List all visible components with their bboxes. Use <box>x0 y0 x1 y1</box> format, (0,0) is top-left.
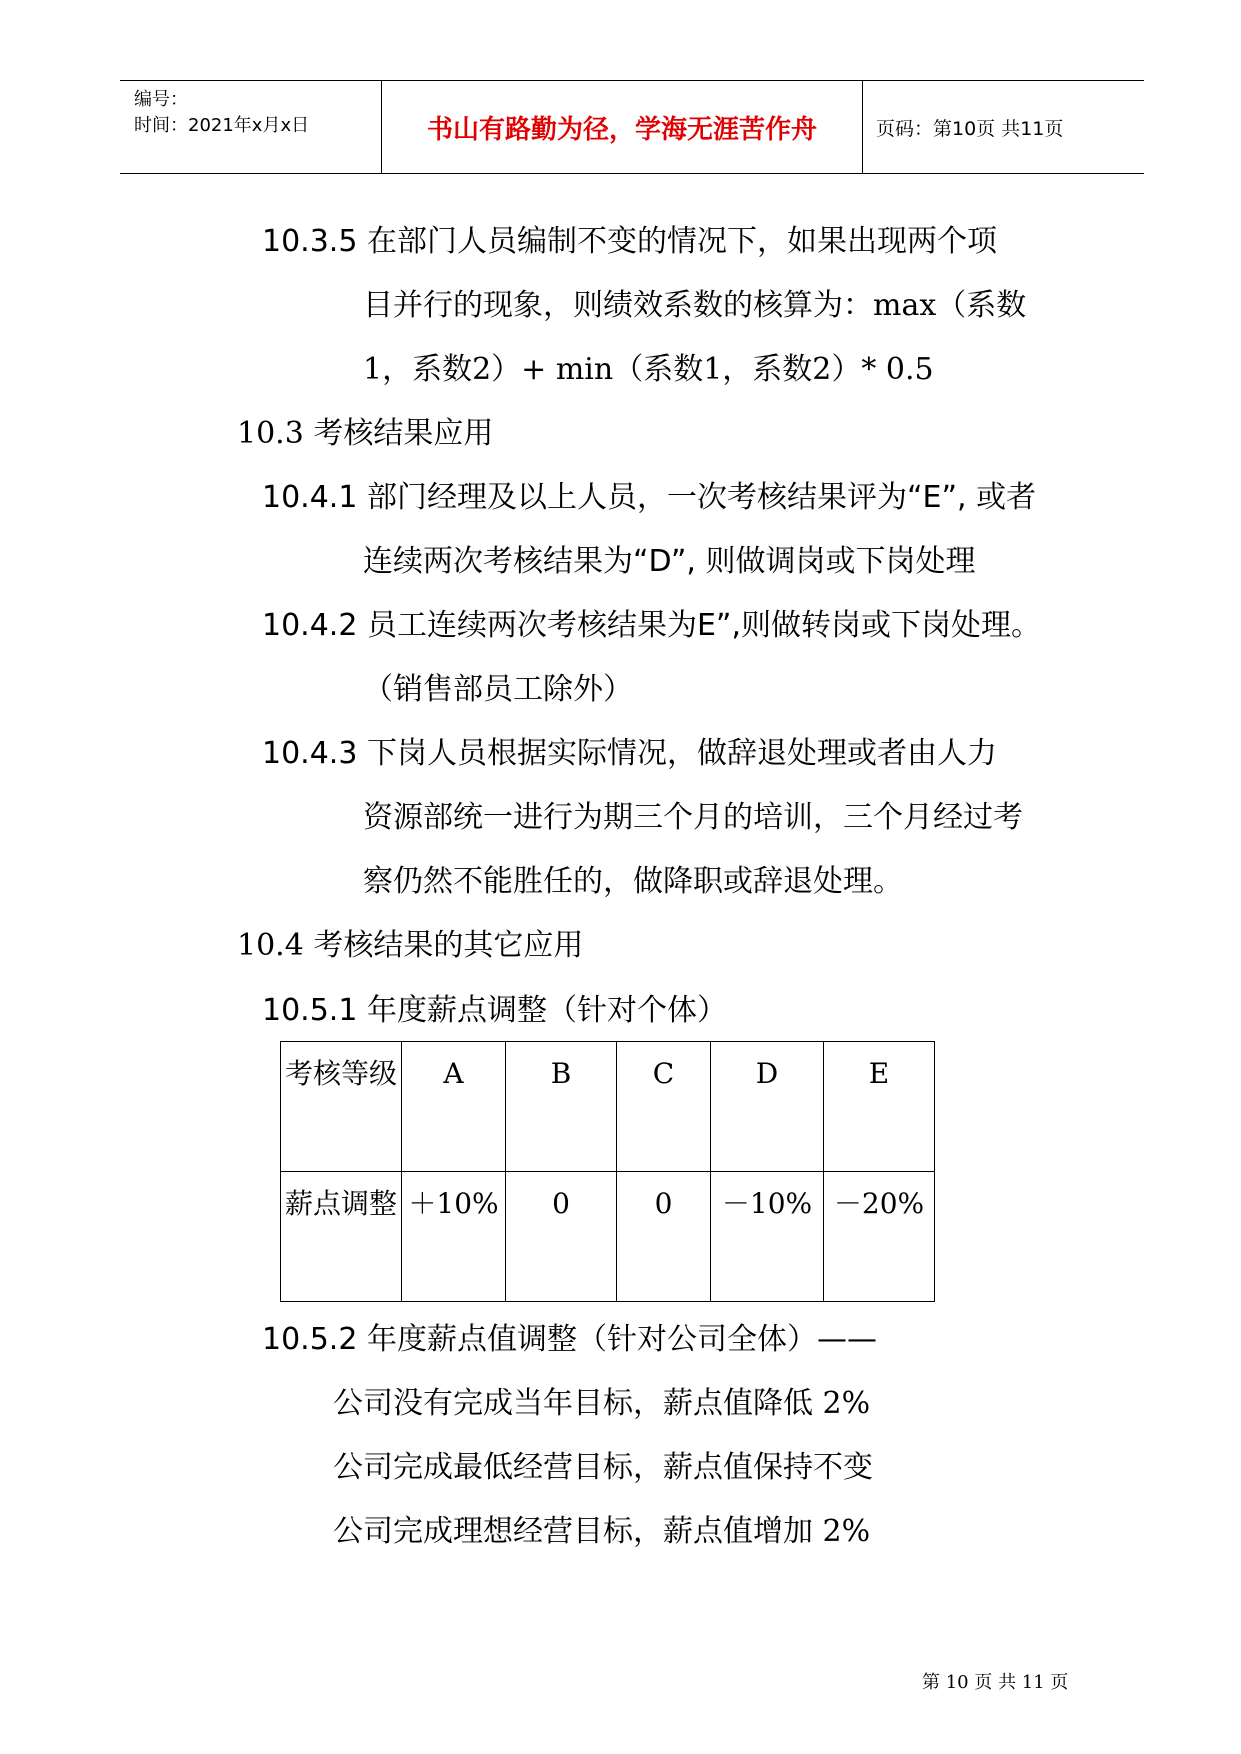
paragraph-10-5-1: 10.5.1 年度薪点调整（针对个体） <box>262 993 727 1028</box>
table-cell: ＋10% <box>402 1172 506 1302</box>
paragraph-10-3-5-line-3: 1，系数2）+ min（系数1，系数2）* 0.5 <box>363 352 934 387</box>
paragraph-10-4-3-line-2: 资源部统一进行为期三个月的培训，三个月经过考 <box>363 800 1023 835</box>
paragraph-10-3-5-line-2: 目并行的现象，则绩效系数的核算为：max（系数 <box>363 288 1027 323</box>
paragraph-10-5-2: 10.5.2 年度薪点值调整（针对公司全体）—— <box>262 1322 877 1357</box>
paragraph-10-4-2-line-2: （销售部员工除外） <box>363 672 633 707</box>
header-number-label: 编号： <box>134 89 188 110</box>
paragraph-10-4-3-line-1: 10.4.3 下岗人员根据实际情况，做辞退处理或者由人力 <box>262 736 997 771</box>
paragraph-10-4-2-line-1: 10.4.2 员工连续两次考核结果为E”,则做转岗或下岗处理。 <box>262 608 1041 643</box>
table-cell: －10% <box>711 1172 824 1302</box>
heading-10-4: 10.4 考核结果的其它应用 <box>237 928 584 963</box>
table-cell: D <box>711 1042 824 1172</box>
paragraph-10-4-1-line-2: 连续两次考核结果为“D”, 则做调岗或下岗处理 <box>363 544 976 579</box>
header-page-label: 页码：第10页 共11页 <box>876 117 1064 140</box>
table-cell: －20% <box>824 1172 935 1302</box>
page-header <box>120 80 1144 174</box>
table-cell: 0 <box>617 1172 711 1302</box>
salary-adjustment-table <box>280 1041 935 1302</box>
list-item: 公司完成最低经营目标，薪点值保持不变 <box>333 1450 873 1485</box>
header-time-label: 时间：2021年x月x日 <box>134 115 310 136</box>
header-motto: 书山有路勤为径，学海无涯苦作舟 <box>381 81 863 173</box>
table-cell: C <box>617 1042 711 1172</box>
paragraph-10-4-3-line-3: 察仍然不能胜任的，做降职或辞退处理。 <box>363 864 903 899</box>
heading-10-3: 10.3 考核结果应用 <box>237 416 494 451</box>
table-cell: 0 <box>506 1172 617 1302</box>
table-row <box>281 1172 935 1302</box>
paragraph-10-4-1-line-1: 10.4.1 部门经理及以上人员，一次考核结果评为“E”, 或者 <box>262 480 1037 515</box>
table-cell-grade-label: 考核等级 <box>281 1042 402 1172</box>
paragraph-10-3-5-line-1: 10.3.5 在部门人员编制不变的情况下，如果出现两个项 <box>262 224 997 259</box>
table-row <box>281 1042 935 1172</box>
list-item: 公司完成理想经营目标，薪点值增加 2% <box>333 1514 871 1549</box>
list-item: 公司没有完成当年目标，薪点值降低 2% <box>333 1386 871 1421</box>
table-cell: A <box>402 1042 506 1172</box>
table-cell: E <box>824 1042 935 1172</box>
page-footer-number: 第 10 页 共 11 页 <box>922 1672 1069 1693</box>
table-cell: B <box>506 1042 617 1172</box>
table-cell-adjust-label: 薪点调整 <box>281 1172 402 1302</box>
